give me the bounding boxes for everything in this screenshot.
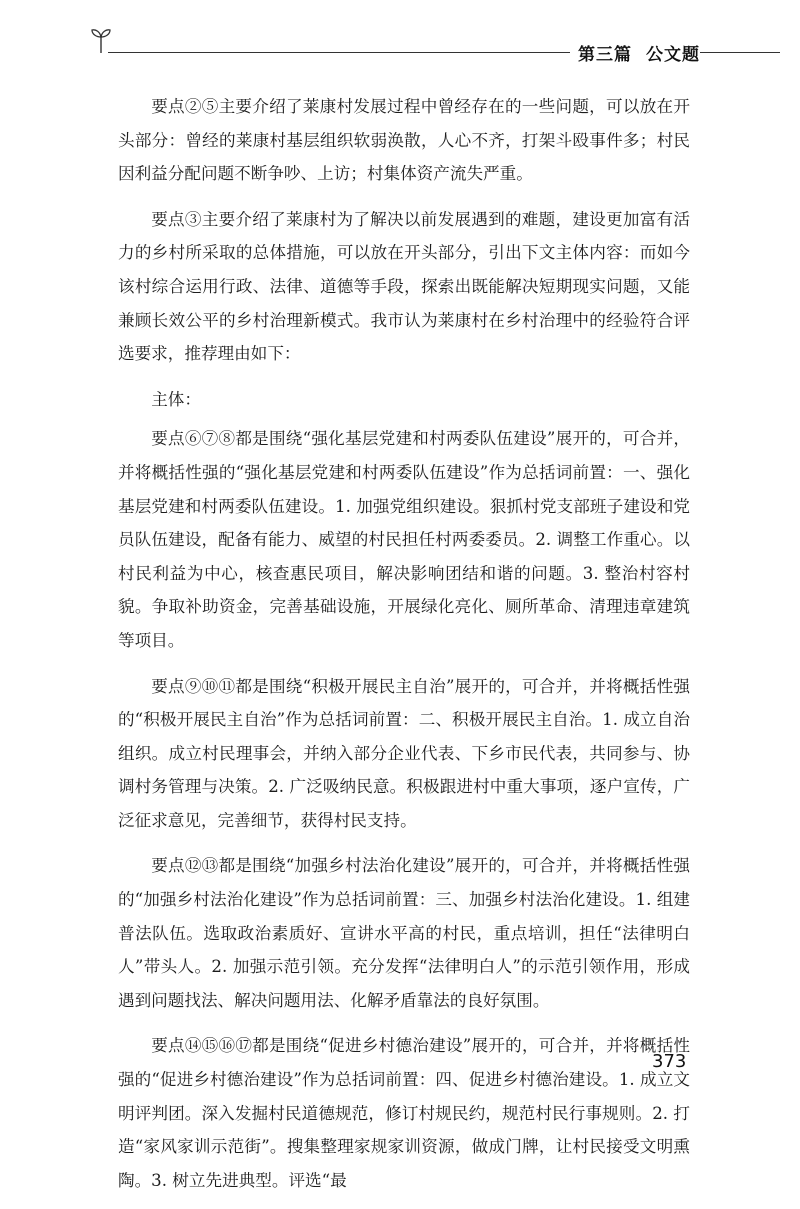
paragraph-party-building: 要点⑥⑦⑧都是围绕“强化基层党建和村两委队伍建设”展开的，可合并，并将概括性强的“强化基层党建和村两委队伍建设”作为总括词前置：一、强化基层党建和村两委队伍建设。1. 加强党组织建设。狠抓村党支部班子建设和党员队伍建设，配备有能力、威望的村民担任村两委委员。2. 调整工作重心。以村民利益为中心，核查惠民项目，解决影响团结和谐的问题。3. 整治村容村貌。争取补助资金，完善基础设施，开展绿化亮化、厕所革命、清理违章建筑等项目。 [118, 429, 690, 650]
paragraph-body-heading: 主体： [151, 389, 201, 409]
running-header [0, 0, 800, 80]
header-part: 第三篇 [578, 45, 632, 65]
body-text [118, 90, 690, 1209]
sprout-icon [90, 26, 112, 54]
header-rule-left [108, 52, 570, 53]
header-title [578, 40, 700, 65]
paragraph-self-governance: 要点⑨⑩⑪都是围绕“积极开展民主自治”展开的，可合并，并将概括性强的“积极开展民主自治”作为总括词前置：二、积极开展民主自治。1. 成立自治组织。成立村民理事会，并纳入部分企业代表、下乡市民代表，共同参与、协调村务管理与决策。2. 广泛吸纳民意。积极跟进村中重大事项，逐户宣传，广泛征求意见，完善细节，获得村民支持。 [118, 676, 690, 830]
paragraph-rule-of-law: 要点⑫⑬都是围绕“加强乡村法治化建设”展开的，可合并，并将概括性强的“加强乡村法治化建设”作为总括词前置：三、加强乡村法治化建设。1. 组建普法队伍。选取政治素质好、宣讲水平高的村民，重点培训，担任“法律明白人”带头人。2. 加强示范引领。充分发挥“法律明白人”的示范引领作用，形成遇到问题找法、解决问题用法、化解矛盾靠法的良好氛围。 [118, 856, 690, 1010]
header-section: 公文题 [646, 45, 700, 65]
header-rule-right [700, 52, 780, 53]
page-number: 373 [652, 1051, 687, 1072]
paragraph-rule-of-virtue: 要点⑭⑮⑯⑰都是围绕“促进乡村德治建设”展开的，可合并，并将概括性强的“促进乡村德治建设”作为总括词前置：四、促进乡村德治建设。1. 成立文明评判团。深入发掘村民道德规范，修订村规民约，规范村民行事规则。2. 打造“家风家训示范街”。搜集整理家规家训资源，做成门牌，让村民接受文明熏陶。3. 树立先进典型。评选“最 [118, 1036, 690, 1190]
paragraph-intro-problems: 要点②⑤主要介绍了莱康村发展过程中曾经存在的一些问题，可以放在开头部分：曾经的莱康村基层组织软弱涣散，人心不齐，打架斗殴事件多；村民因利益分配问题不断争吵、上访；村集体资产流失严重。 [118, 97, 690, 184]
paragraph-intro-measures: 要点③主要介绍了莱康村为了解决以前发展遇到的难题，建设更加富有活力的乡村所采取的总体措施，可以放在开头部分，引出下文主体内容：而如今该村综合运用行政、法律、道德等手段，探索出既能解决短期现实问题，又能兼顾长效公平的乡村治理新模式。我市认为莱康村在乡村治理中的经验符合评选要求，推荐理由如下： [118, 209, 690, 364]
